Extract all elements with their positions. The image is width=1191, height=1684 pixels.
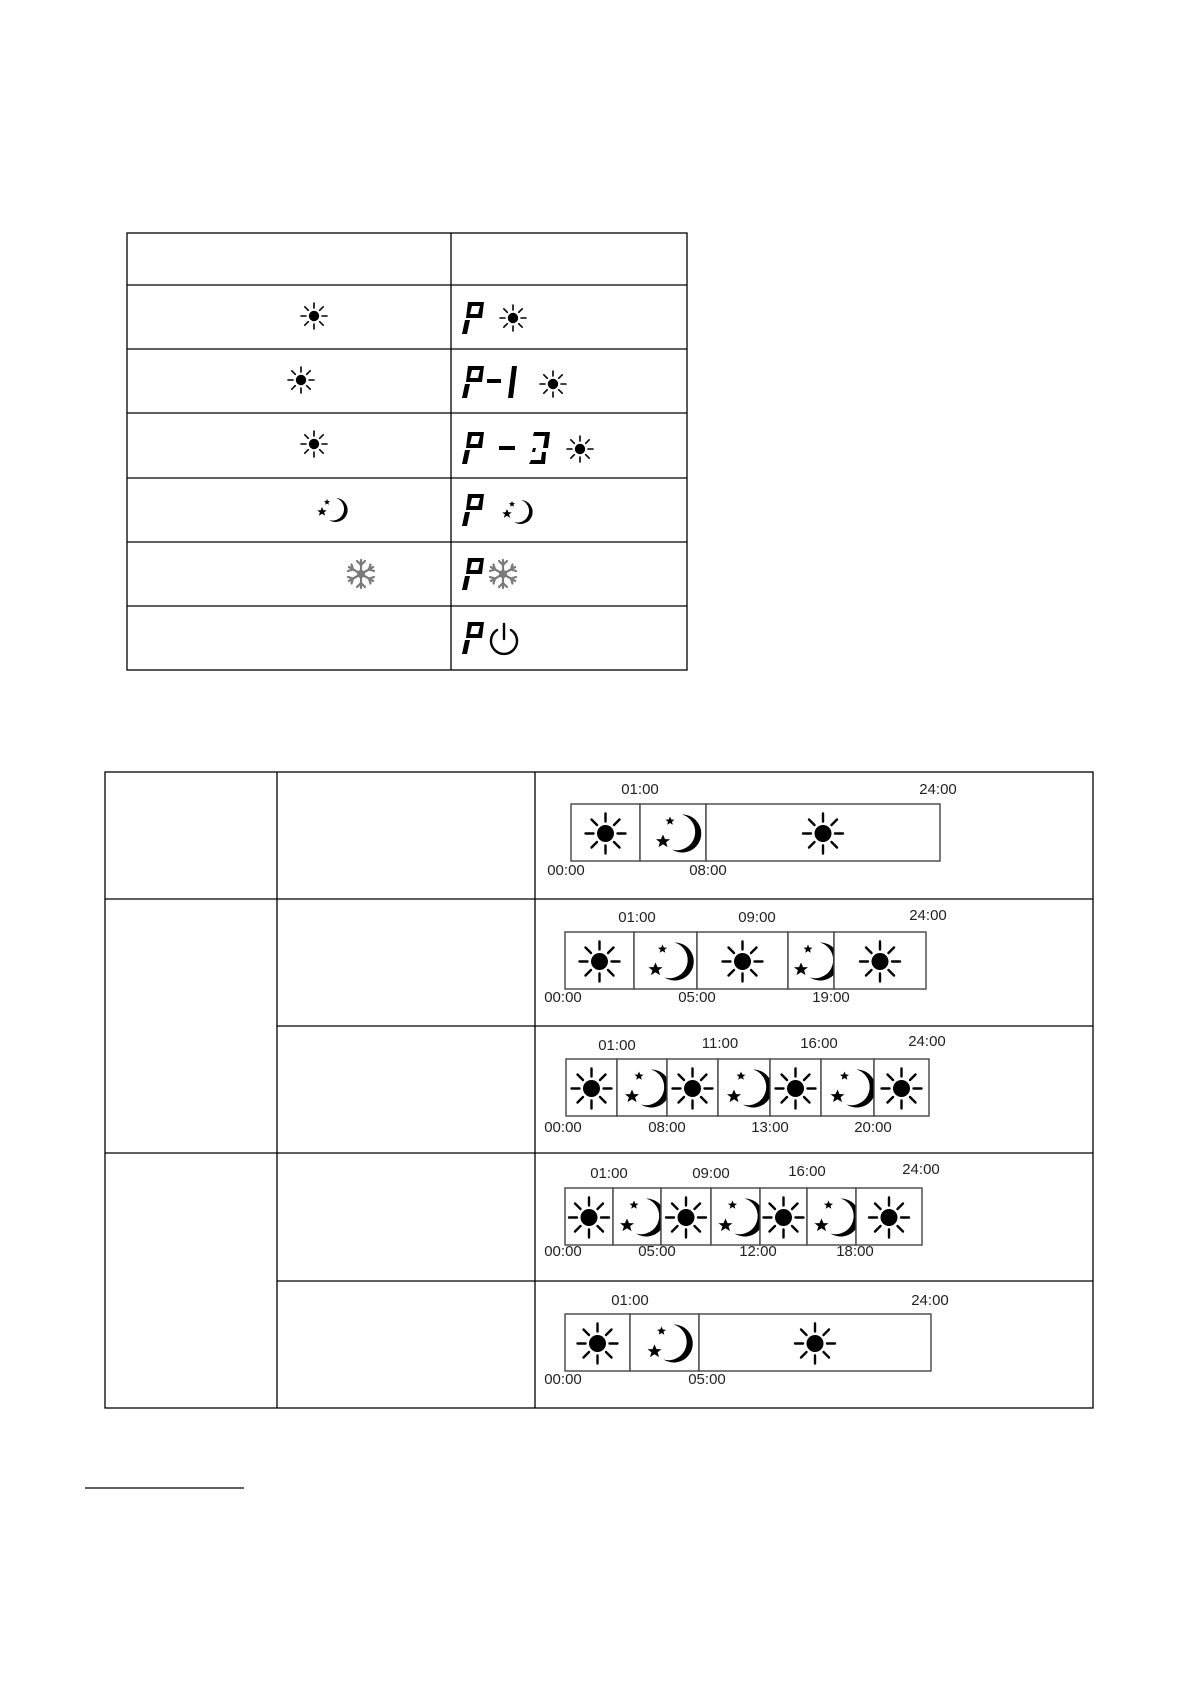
timeline-5	[544, 1292, 949, 1388]
time-label-bottom: 00:00	[544, 1243, 582, 1260]
time-label-top: 24:00	[919, 781, 957, 798]
timeline-segment	[821, 1059, 874, 1116]
time-label-top: 24:00	[902, 1161, 940, 1178]
timeline-segment	[634, 932, 697, 989]
time-label-top: 09:00	[692, 1165, 730, 1182]
time-label-bottom: 05:00	[678, 989, 716, 1006]
schedule-timelines	[544, 781, 957, 1388]
sun-icon	[764, 1198, 804, 1238]
lcd-p1-sun	[462, 366, 566, 398]
sun-icon	[569, 1198, 609, 1238]
time-label-top: 24:00	[908, 1033, 946, 1050]
timeline-segment	[613, 1188, 661, 1245]
timeline-3	[544, 1033, 946, 1136]
timeline-segment	[807, 1188, 856, 1245]
sun-icon	[795, 1324, 835, 1364]
sun-icon	[673, 1069, 713, 1109]
time-label-bottom: 19:00	[812, 989, 850, 1006]
timeline-4	[544, 1161, 940, 1260]
mode-table	[127, 233, 687, 670]
time-label-top: 16:00	[800, 1035, 838, 1052]
sun-icon	[666, 1198, 706, 1238]
sun-icon	[572, 1069, 612, 1109]
time-label-top: 01:00	[618, 909, 656, 926]
time-label-top: 24:00	[909, 907, 947, 924]
time-label-top: 01:00	[590, 1165, 628, 1182]
time-label-bottom: 18:00	[836, 1243, 874, 1260]
time-label-top: 16:00	[788, 1163, 826, 1180]
sun-icon	[860, 942, 900, 982]
sun-icon	[776, 1069, 816, 1109]
lcd-p2-sun	[462, 432, 593, 464]
time-label-bottom: 12:00	[739, 1243, 777, 1260]
timeline-segment	[718, 1059, 770, 1116]
lcd-p-power	[462, 622, 517, 654]
time-label-top: 24:00	[911, 1292, 949, 1309]
time-label-bottom: 08:00	[648, 1119, 686, 1136]
sun-icon	[882, 1069, 922, 1109]
time-label-bottom: 00:00	[544, 989, 582, 1006]
time-label-bottom: 00:00	[544, 1119, 582, 1136]
sun-icon	[803, 814, 843, 854]
snowflake-icon	[348, 560, 374, 588]
time-label-bottom: 13:00	[751, 1119, 789, 1136]
sun-icon	[580, 942, 620, 982]
lcd-p-sun	[462, 302, 526, 334]
time-label-top: 01:00	[598, 1037, 636, 1054]
time-label-bottom: 05:00	[638, 1243, 676, 1260]
time-label-top: 01:00	[611, 1292, 649, 1309]
moon-icon	[317, 498, 347, 522]
lcd-p-snowflake	[462, 558, 516, 590]
sun-icon	[723, 942, 763, 982]
time-label-bottom: 08:00	[689, 862, 727, 879]
time-label-top: 11:00	[701, 1035, 739, 1052]
sun-icon	[301, 431, 327, 457]
sun-icon	[301, 303, 327, 329]
timeline-2	[544, 907, 947, 1006]
timeline-segment	[711, 1188, 760, 1245]
timeline-1	[547, 781, 957, 879]
time-label-bottom: 05:00	[688, 1371, 726, 1388]
sun-icon	[578, 1324, 618, 1364]
sun-icon	[586, 814, 626, 854]
time-label-bottom: 20:00	[854, 1119, 892, 1136]
sun-icon	[288, 367, 314, 393]
time-label-top: 09:00	[738, 909, 776, 926]
timeline-segment	[617, 1059, 667, 1116]
lcd-p-moon	[462, 494, 533, 526]
timeline-segment	[788, 932, 834, 989]
sun-icon	[869, 1198, 909, 1238]
time-label-bottom: 00:00	[544, 1371, 582, 1388]
time-label-top: 01:00	[621, 781, 659, 798]
time-label-bottom: 00:00	[547, 862, 585, 879]
